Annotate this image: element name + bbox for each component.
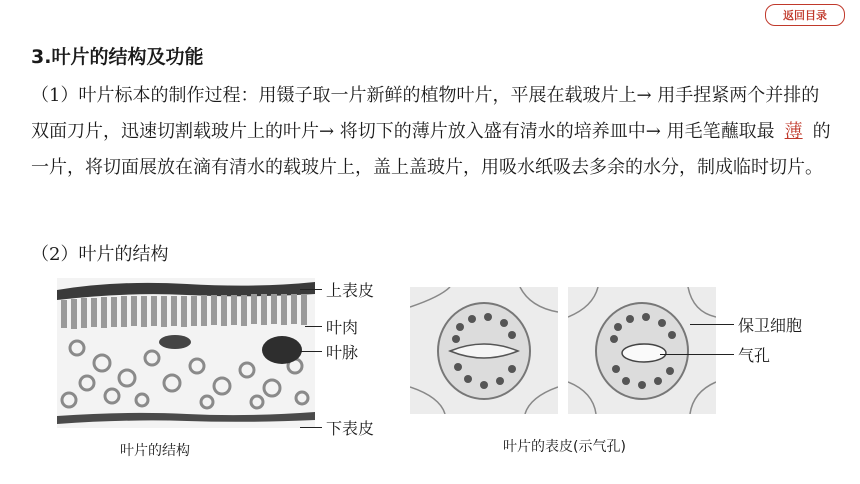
caption-epidermis-stoma: 叶片的表皮(示气孔) xyxy=(503,439,626,455)
answer-blank: 薄 xyxy=(784,121,803,142)
leaf-cross-section-drawing xyxy=(57,278,315,428)
label-upper-epidermis: 上表皮 xyxy=(326,281,375,300)
subheading-structure: （2）叶片的结构 xyxy=(31,244,169,265)
section-title: 3.叶片的结构及功能 xyxy=(31,46,204,68)
leaf-cross-section-image xyxy=(57,278,315,428)
caption-leaf-structure: 叶片的结构 xyxy=(120,443,190,459)
leader-line-mesophyll xyxy=(305,326,322,327)
return-to-contents-button[interactable]: 返回目录 xyxy=(765,4,845,26)
stoma-closed-drawing xyxy=(410,287,558,414)
stoma-open-drawing xyxy=(568,287,716,414)
label-lower-epidermis: 下表皮 xyxy=(326,419,375,438)
paragraph-text-before: （1）叶片标本的制作过程：用镊子取一片新鲜的植物叶片，平展在载玻片上→ 用手捏紧两个并排的双面刀片，迅速切割载玻片上的叶片→ 将切下的薄片放入盛有清水的培养皿中→ 用毛笔蘸取最 xyxy=(31,85,820,142)
paragraph-procedure xyxy=(31,78,831,186)
label-guard-cell: 保卫细胞 xyxy=(738,316,803,335)
leader-line-vein xyxy=(300,351,322,352)
stoma-closed-image xyxy=(410,287,558,414)
stoma-open-image xyxy=(568,287,716,414)
label-vein: 叶脉 xyxy=(326,343,359,362)
label-mesophyll: 叶肉 xyxy=(326,318,359,337)
paragraph-text-after: 的一片，将切面展放在滴有清水的载玻片上，盖上盖玻片，用吸水纸吸去多余的水分，制成临时切片。 xyxy=(31,121,831,178)
leader-line-guard-cell xyxy=(690,324,734,325)
leader-line-upper-epidermis xyxy=(300,289,322,290)
leader-line-lower-epidermis xyxy=(300,427,322,428)
label-stoma: 气孔 xyxy=(738,346,771,365)
leader-line-stoma xyxy=(660,354,734,355)
